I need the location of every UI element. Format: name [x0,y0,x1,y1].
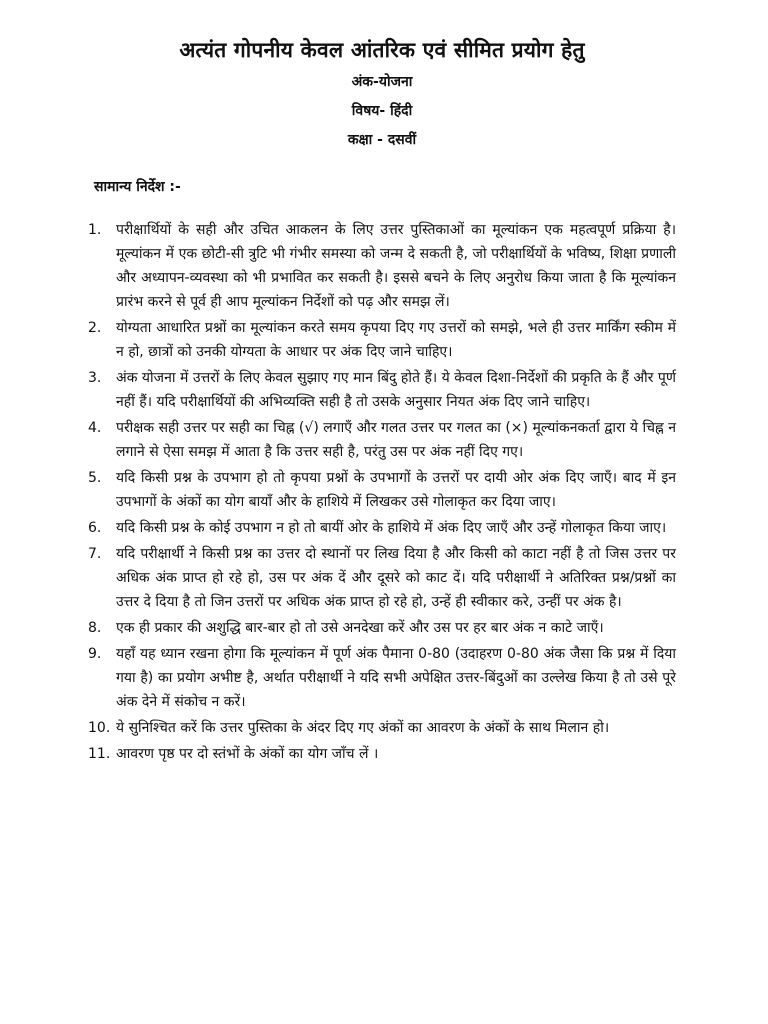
instruction-text: एक ही प्रकार की अशुद्धि बार-बार हो तो उसे अनदेखा करें और उस पर हर बार अंक न काटे जाएँ। [116,620,604,636]
instruction-number: 10. [88,720,111,736]
instruction-number: 9. [88,646,102,662]
general-instructions-heading: सामान्य निर्देश :- [94,179,181,195]
instruction-item [88,416,676,464]
instruction-item [88,466,676,514]
instruction-item [88,366,676,414]
instruction-item [88,316,676,364]
instruction-item [88,742,676,766]
instruction-number: 2. [88,320,102,336]
instruction-number: 3. [88,370,102,386]
instruction-number: 7. [88,546,102,562]
instructions-list [88,218,676,766]
instruction-text: परीक्षार्थियों के सही और उचित आकलन के लिए उत्तर पुस्तिकाओं का मूल्यांकन एक महत्वपूर्ण प्रक्रिया है। मूल्यांकन में एक छोटी-सी त्रुटि भी गंभीर समस्या को जन्म दे सकती है, जो परीक्षार्थियों के भविष्य, शिक्षा प्रणाली और अध्यापन-व्यवस्था को भी प्रभावित कर सकती है। इससे बचने के लिए अनुरोध किया जाता है कि मूल्यांकन प्रारंभ करने से पूर्व ही आप मूल्यांकन निर्देशों को पढ़ और समझ लें। [116,222,676,310]
marking-scheme-label: अंक-योजना [351,74,413,90]
page-title: अत्यंत गोपनीय केवल आंतरिक एवं सीमित प्रयोग हेतु [179,38,585,62]
instruction-text: ये सुनिश्चित करें कि उत्तर पुस्तिका के अंदर दिए गए अंकों का आवरण के अंकों के साथ मिलान हो। [116,720,610,736]
instruction-number: 8. [88,620,102,636]
subject-label: विषय- हिंदी [351,103,413,119]
instruction-text: अंक योजना में उत्तरों के लिए केवल सुझाए गए मान बिंदु होते हैं। ये केवल दिशा-निर्देशों की प्रकृति के हैं और पूर्ण नहीं हैं। यदि परीक्षार्थियों की अभिव्यक्ति सही है तो उसके अनुसार नियत अंक दिए जाने चाहिए। [116,370,676,410]
instruction-item [88,218,676,314]
instruction-text: परीक्षक सही उत्तर पर सही का चिह्न (√) लगाएँ और गलत उत्तर पर गलत का (×) मूल्यांकनकर्ता द्वारा ये चिह्न न लगाने से ऐसा समझ में आता है कि उत्तर सही है, परंतु उस पर अंक नहीं दिए गए। [116,420,676,460]
instruction-number: 5. [88,470,102,486]
instruction-text: आवरण पृष्ठ पर दो स्तंभों के अंकों का योग जाँच लें । [116,746,379,762]
instruction-number: 1. [88,222,102,238]
instruction-text: यदि किसी प्रश्न के कोई उपभाग न हो तो बायीं ओर के हाशिये में अंक दिए जाएँ और उन्हें गोलाकृत किया जाए। [116,520,667,536]
instruction-number: 6. [88,520,102,536]
class-label: कक्षा - दसवीं [347,132,417,148]
instruction-text: योग्यता आधारित प्रश्नों का मूल्यांकन करते समय कृपया दिए गए उत्तरों को समझे, भले ही उत्तर मार्किंग स्कीम में न हो, छात्रों को उनकी योग्यता के आधार पर अंक दिए जाने चाहिए। [116,320,676,360]
instruction-item [88,542,676,614]
instruction-text: यहाँ यह ध्यान रखना होगा कि मूल्यांकन में पूर्ण अंक पैमाना 0-80 (उदाहरण 0-80 अंक जैसा कि प्रश्न में दिया गया है) का प्रयोग अभीष्ट है, अर्थात परीक्षार्थी ने यदि सभी अपेक्षित उत्तर-बिंदुओं का उल्लेख किया है तो उसे पूरे अंक देने में संकोच न करें। [116,646,676,710]
instruction-text: यदि परीक्षार्थी ने किसी प्रश्न का उत्तर दो स्थानों पर लिख दिया है और किसी को काटा नहीं है तो जिस उत्तर पर अधिक अंक प्राप्त हो रहे हो, उस पर अंक दें और दूसरे को काट दें। यदि परीक्षार्थी ने अतिरिक्त प्रश्न/प्रश्नों का उत्तर दे दिया है तो जिन उत्तरों पर अधिक अंक प्राप्त हो रहे हो, उन्हें ही स्वीकार करे, उन्हीं पर अंक है। [116,546,676,610]
instruction-item [88,716,676,740]
instruction-item [88,642,676,714]
instruction-item [88,616,676,640]
instruction-item [88,516,676,540]
instruction-text: यदि किसी प्रश्न के उपभाग हो तो कृपया प्रश्नों के उपभागों के उत्तरों पर दायी ओर अंक दिए जाएँ। बाद में इन उपभागों के अंकों का योग बायाँ और के हाशिये में लिखकर उसे गोलाकृत कर दिया जाए। [116,470,676,510]
instruction-number: 11. [88,746,111,762]
instruction-number: 4. [88,420,102,436]
